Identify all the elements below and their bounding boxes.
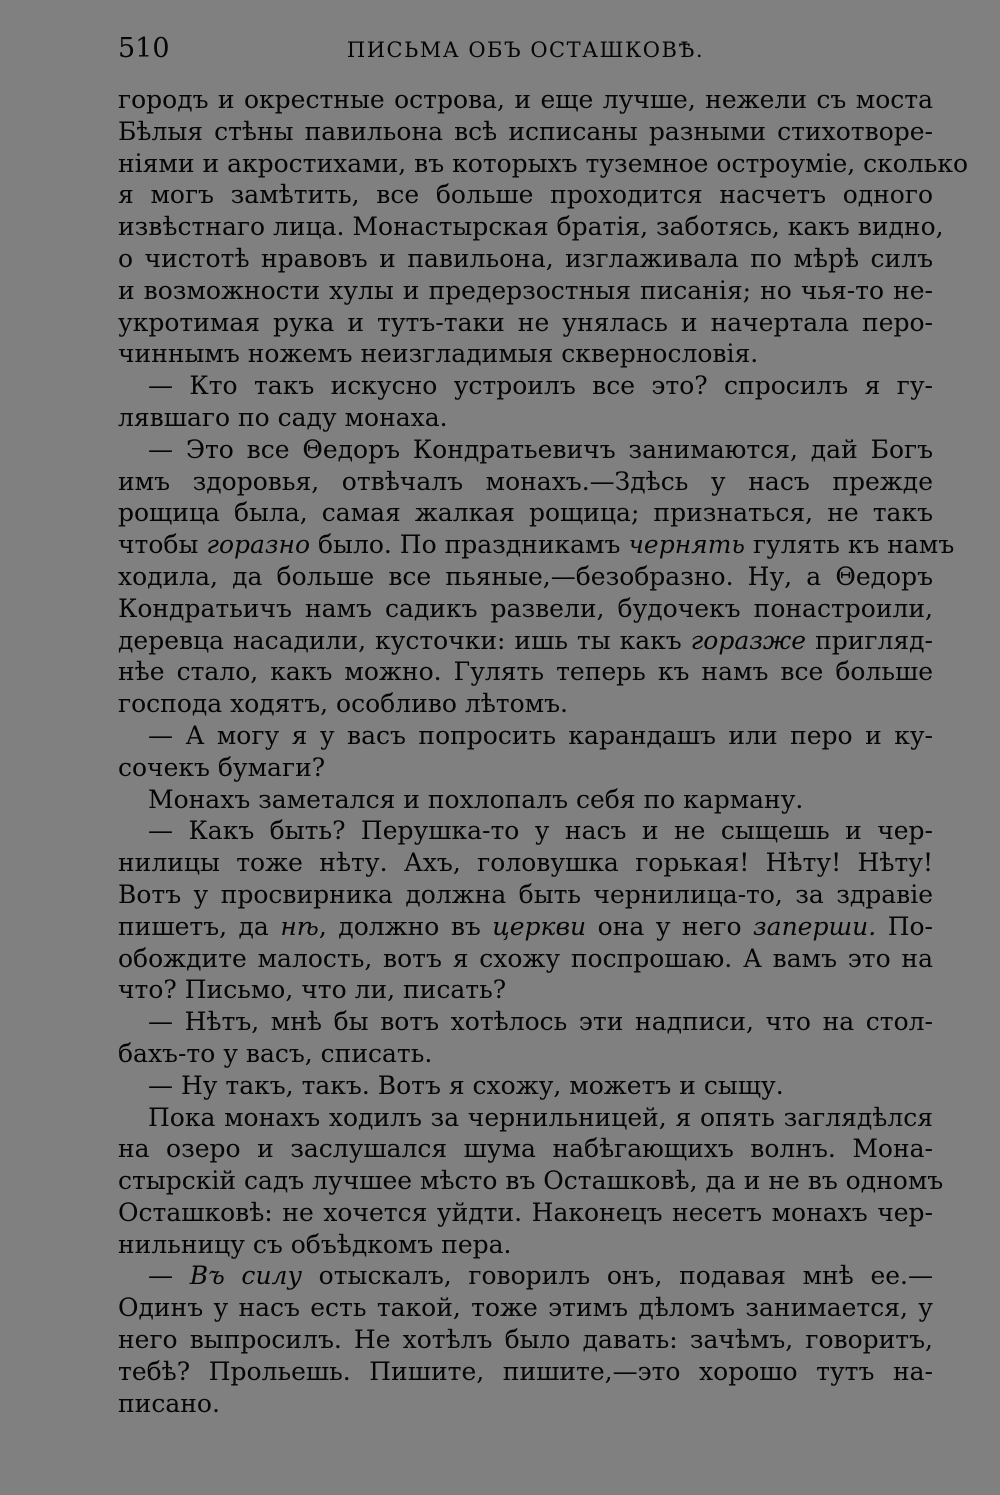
text-line: сочекъ бумаги? xyxy=(118,752,326,782)
text-line: ніями и акростихами, въ которыхъ туземное остроуміе, сколько xyxy=(118,148,969,178)
page-header xyxy=(118,32,933,66)
italic-word: нѣ xyxy=(280,911,319,941)
dialogue-line: — Ну такъ, такъ. Вотъ я схожу, можетъ и сыщу. xyxy=(148,1070,784,1100)
text-line: пишетъ, да нѣ, должно въ церкви она у него заперши. По- xyxy=(118,911,933,941)
text-line: стырскій садъ лучшее мѣсто въ Осташковѣ, да и не въ одномъ xyxy=(118,1166,944,1196)
text-line: господа ходятъ, особливо лѣтомъ. xyxy=(118,689,568,719)
running-title: ПИСЬМА ОБЪ ОСТАШКОВѢ. xyxy=(346,38,705,62)
text-line: писано. xyxy=(118,1388,220,1418)
text-line: я могъ замѣтить, все больше проходится насчетъ одного xyxy=(118,180,933,210)
dialogue-line: — Это все Θедоръ Кондратьевичъ занимаются, дай Богъ xyxy=(148,434,933,464)
dialogue-line: — Нѣтъ, мнѣ бы вотъ хотѣлось эти надписи, что на стол- xyxy=(148,1007,933,1037)
italic-word: церкви xyxy=(492,911,587,941)
dialogue-line: — Въ силу отыскалъ, говорилъ онъ, подавая мнѣ ее.— xyxy=(148,1261,933,1291)
text-line: имъ здоровья, отвѣчалъ монахъ.—Здѣсь у насъ прежде xyxy=(118,466,933,496)
body-text xyxy=(118,84,969,1419)
text-line: Одинъ у насъ есть такой, тоже этимъ дѣломъ занимается, у xyxy=(118,1293,933,1323)
text-line: чтобы горазно было. По праздникамъ чернять гулять къ намъ xyxy=(118,530,955,560)
text-line: о чистотѣ нравовъ и павильона, изглаживала по мѣрѣ силъ xyxy=(118,243,933,273)
page-number: 510 xyxy=(118,33,170,64)
paragraph-start-line: Монахъ заметался и похлопалъ себя по карману. xyxy=(148,784,804,814)
text-line: рощица была, самая жалкая рощица; признаться, не такъ xyxy=(118,498,933,528)
text-line: извѣстнаго лица. Монастырская братія, заботясь, какъ видно, xyxy=(118,212,944,242)
text-line: чиннымъ ножемъ неизгладимыя сквернословія. xyxy=(118,339,759,369)
text-line: него выпросилъ. Не хотѣлъ было давать: зачѣмъ, говоритъ, xyxy=(118,1325,933,1355)
italic-word: чернять xyxy=(628,530,746,560)
italic-word: горазно xyxy=(206,530,311,560)
italic-word: Въ силу xyxy=(189,1261,302,1291)
text-line: Кондратьичъ намъ садикъ развели, будочекъ понастроили, xyxy=(118,593,933,623)
text-line: Осташковѣ: не хочется уйдти. Наконецъ несетъ монахъ чер- xyxy=(118,1197,933,1227)
text-line: деревца насадили, кусточки: ишь ты какъ горазже пригляд- xyxy=(118,625,933,655)
dialogue-line: — А могу я у васъ попросить карандашъ или перо и ку- xyxy=(148,720,933,750)
text-line: бахъ-то у васъ, списать. xyxy=(118,1038,433,1068)
text-line: нильницу съ объѣдкомъ пера. xyxy=(118,1229,512,1259)
text-line: укротимая рука и тутъ-таки не унялась и начертала перо- xyxy=(118,307,933,337)
dialogue-line: — Какъ быть? Перушка-то у насъ и не сыщешь и чер- xyxy=(148,816,933,846)
text-line: что? Письмо, что ли, писать? xyxy=(118,975,507,1005)
text-line: нилицы тоже нѣту. Ахъ, головушка горькая! Нѣту! Нѣту! xyxy=(118,848,933,878)
dialogue-line: — Кто такъ искусно устроилъ все это? спросилъ я гу- xyxy=(148,371,933,401)
text-line: ходила, да больше все пьяные,—безобразно. Ну, а Θедоръ xyxy=(118,561,933,591)
text-line: Бѣлыя стѣны павильона всѣ исписаны разными стихотворе- xyxy=(118,116,933,146)
text-line: нѣе стало, какъ можно. Гулять теперь къ намъ все больше xyxy=(118,657,933,687)
italic-word: горазже xyxy=(690,625,807,655)
text-line: лявшаго по саду монаха. xyxy=(118,402,448,432)
text-line: Вотъ у просвирника должна быть чернилица-то, за здравіе xyxy=(118,879,933,909)
text-line: тебѣ? Прольешь. Пишите, пишите,—это хорошо тутъ на- xyxy=(118,1356,933,1386)
text-line: обождите малость, вотъ я схожу поспрошаю. А вамъ это на xyxy=(118,943,933,973)
text-line: городъ и окрестные острова, и еще лучше, нежели съ моста xyxy=(118,85,933,114)
text-line: на озеро и заслушался шума набѣгающихъ волнъ. Мона- xyxy=(118,1134,933,1164)
paragraph-start-line: Пока монахъ ходилъ за чернильницей, я опять заглядѣлся xyxy=(148,1102,933,1132)
italic-word: заперши. xyxy=(753,911,877,941)
text-line: и возможности хулы и предерзостныя писанія; но чья-то не- xyxy=(118,275,933,305)
